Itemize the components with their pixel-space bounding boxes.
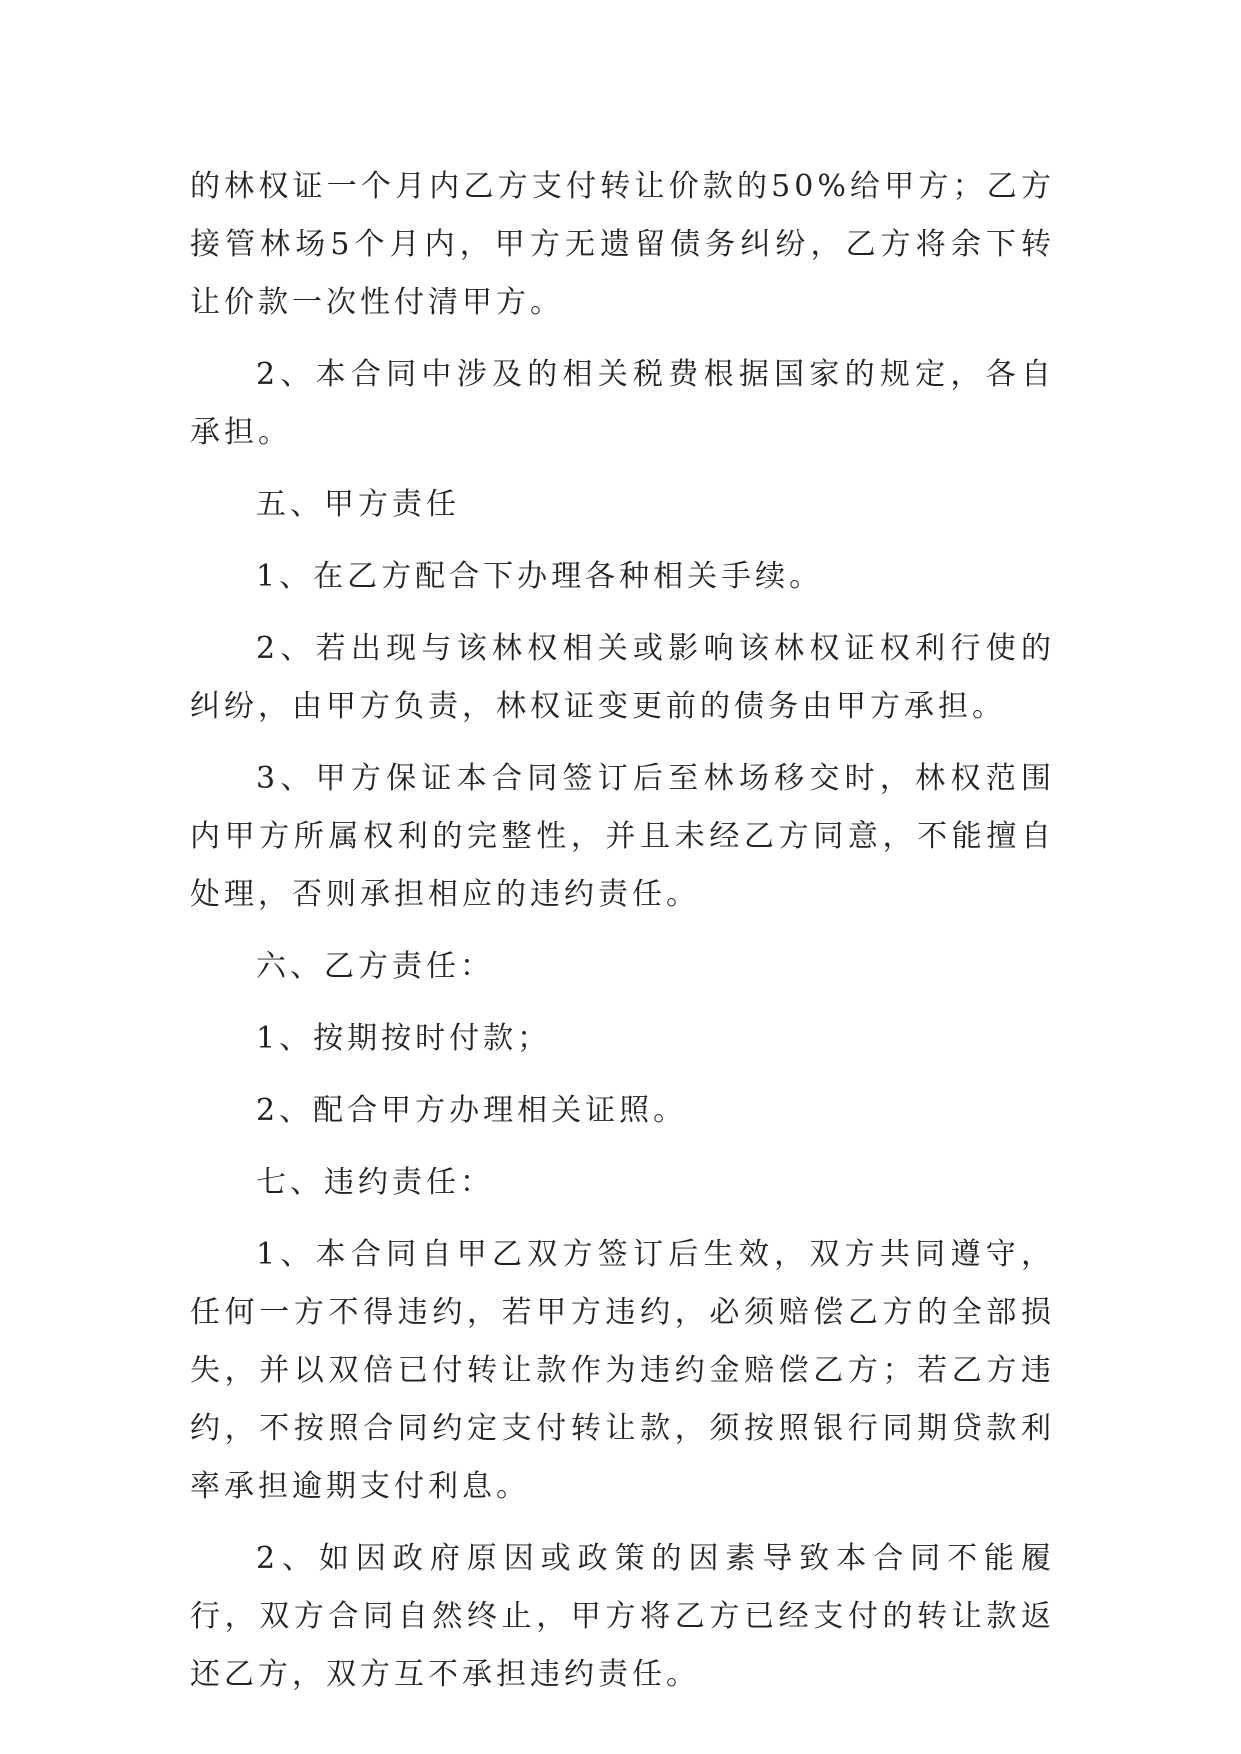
paragraph-taxes: 2、本合同中涉及的相关税费根据国家的规定，各自承担。: [190, 357, 1055, 450]
clause-breach-1: 1、本合同自甲乙双方签订后生效，双方共同遵守，任何一方不得违约，若甲方违约，必须赔偿乙方的全部损失，并以双倍已付转让款作为违约金赔偿乙方；若乙方违约，不按照合同约定支付转让款，须按照银行同期贷款利率承担逾期支付利息。: [190, 1237, 1055, 1504]
clause-party-b-2: 2、配合甲方办理相关证照。: [256, 1093, 688, 1128]
clause-breach-2: 2、如因政府原因或政策的因素导致本合同不能履行，双方合同自然终止，甲方将乙方已经支付的转让款返还乙方，双方互不承担违约责任。: [190, 1541, 1055, 1692]
document-page: [190, 158, 1055, 1718]
clause-party-a-2: 2、若出现与该林权相关或影响该林权证权利行使的纠纷，由甲方负责，林权证变更前的债务由甲方承担。: [190, 631, 1055, 724]
clause-party-b-1: 1、按期按时付款；: [256, 1021, 552, 1056]
clause-party-a-3: 3、甲方保证本合同签订后至林场移交时，林权范围内甲方所属权利的完整性，并且未经乙方同意，不能擅自处理，否则承担相应的违约责任。: [190, 761, 1055, 912]
section-heading-party-b: 六、乙方责任：: [256, 949, 494, 984]
section-heading-breach: 七、违约责任：: [256, 1165, 494, 1200]
section-heading-party-a: 五、甲方责任: [256, 487, 460, 522]
clause-party-a-1: 1、在乙方配合下办理各种相关手续。: [256, 559, 824, 594]
paragraph-payment-terms: 的林权证一个月内乙方支付转让价款的50%给甲方；乙方接管林场5个月内，甲方无遗留债务纠纷，乙方将余下转让价款一次性付清甲方。: [190, 169, 1055, 320]
